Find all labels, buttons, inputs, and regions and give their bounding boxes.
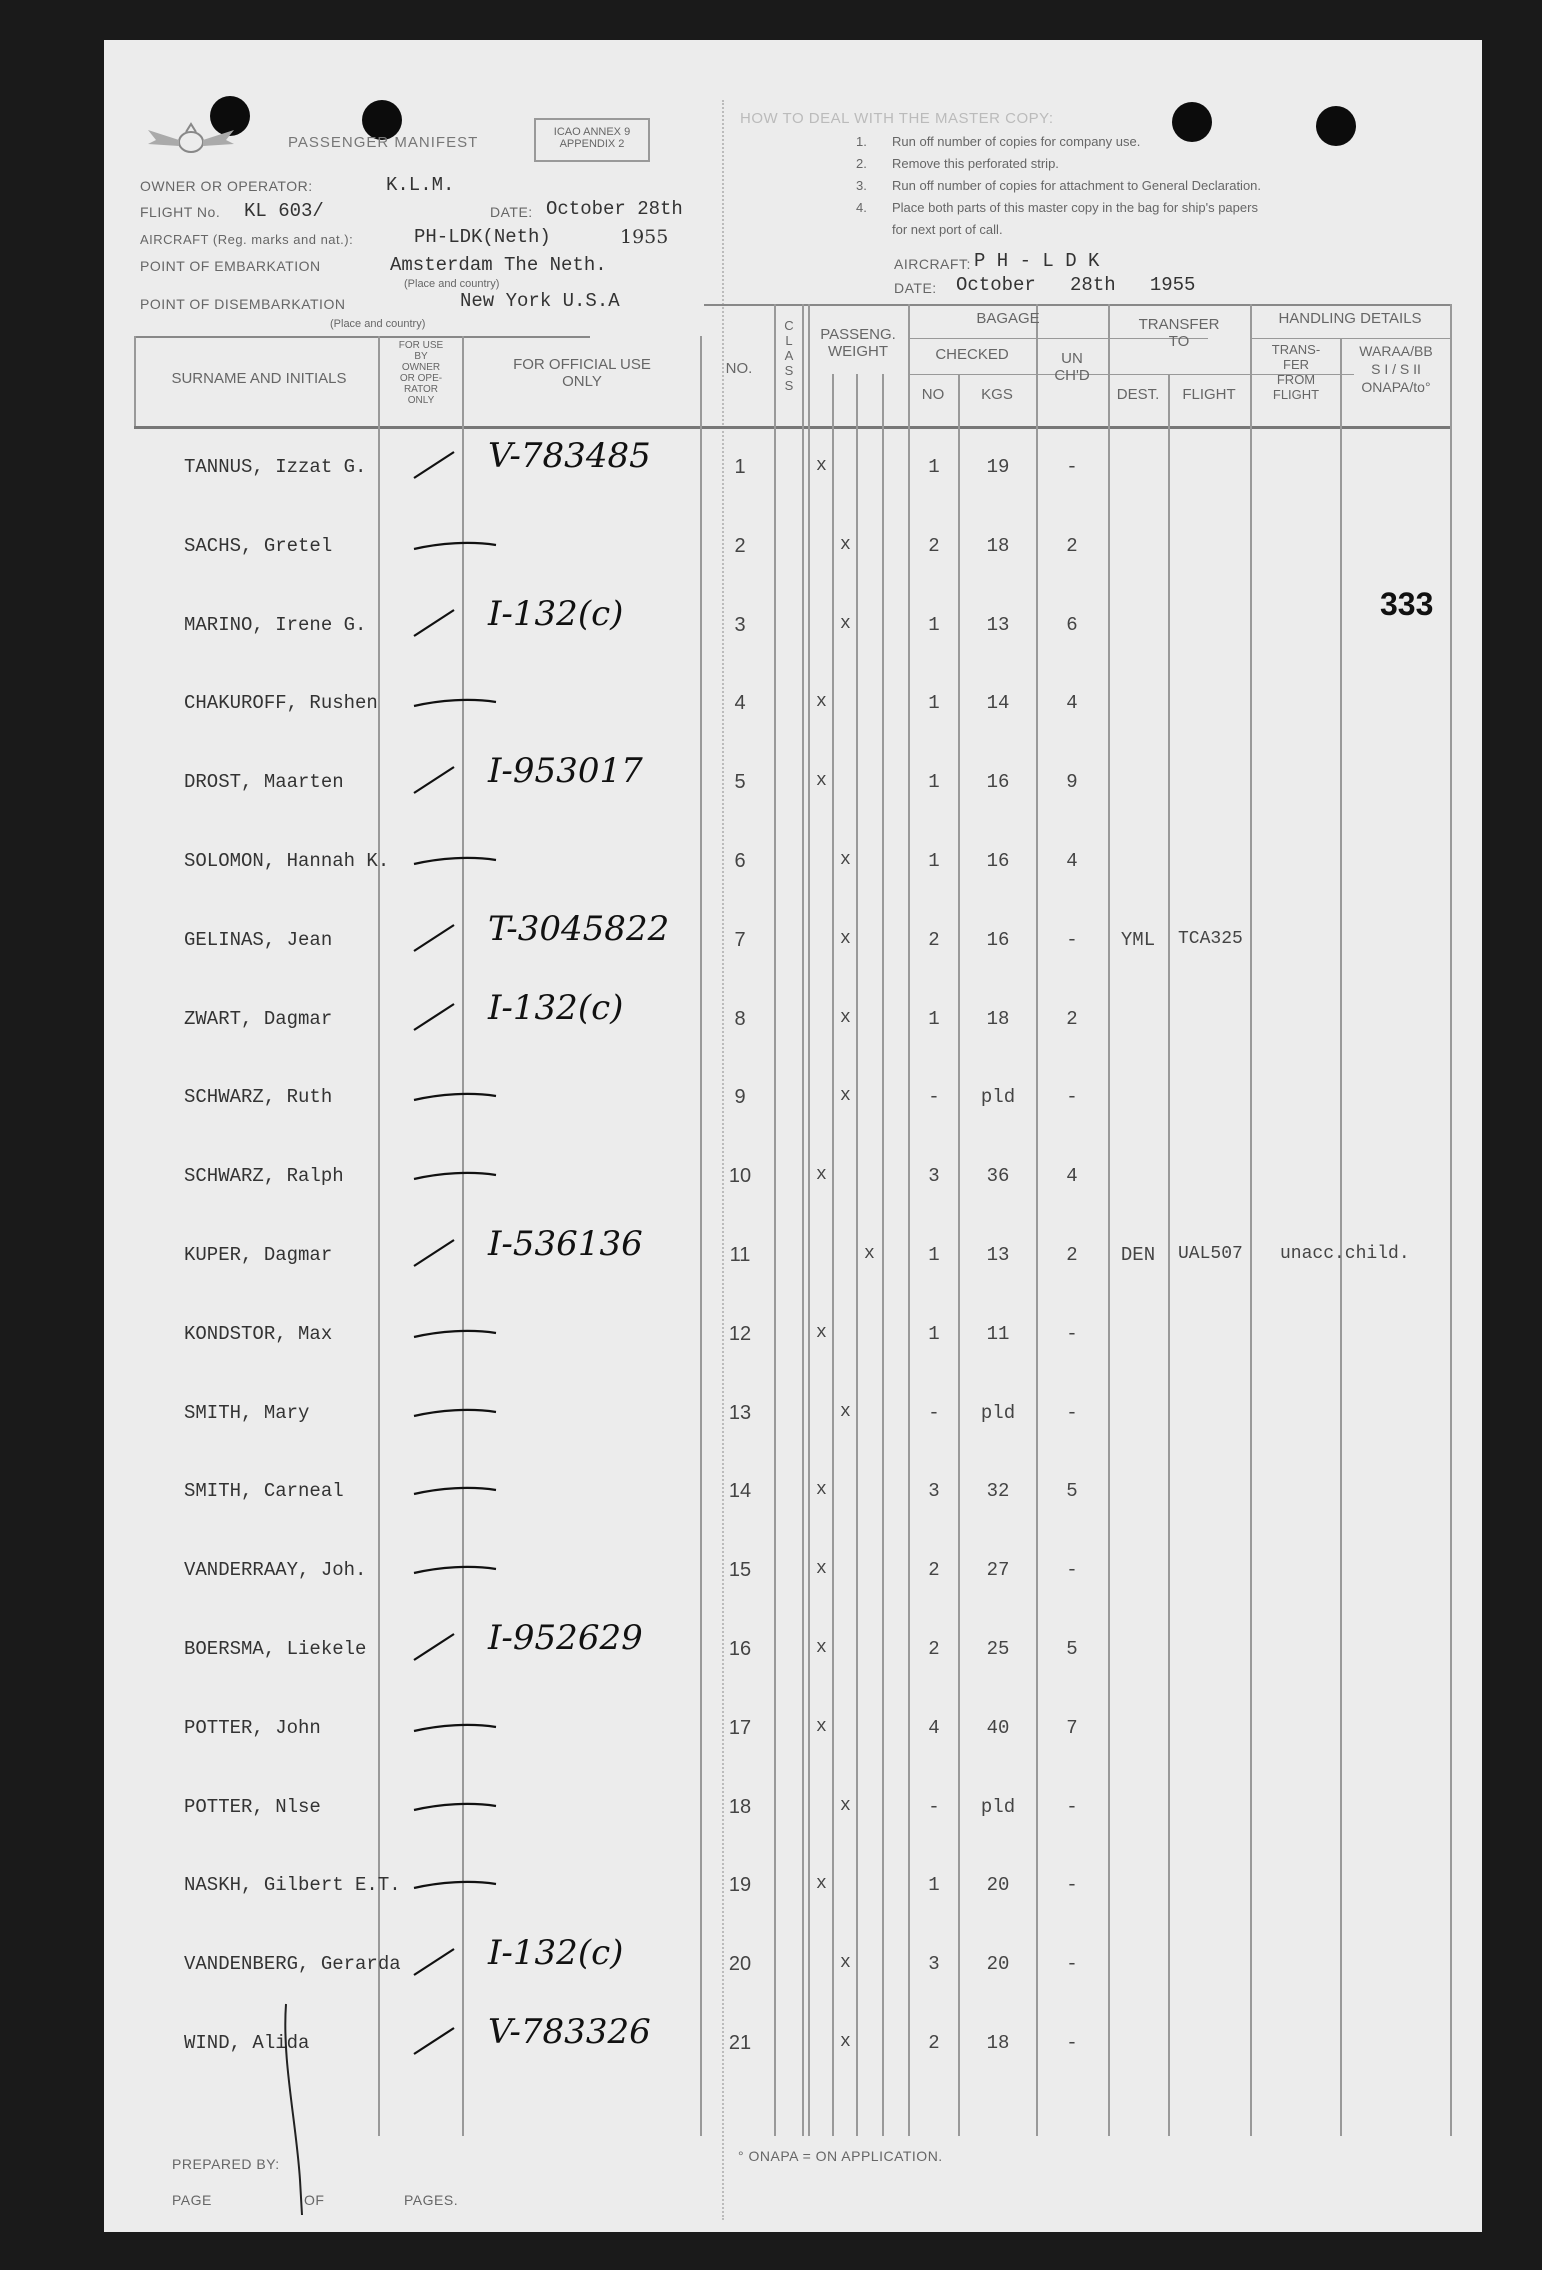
bag-count: 1 <box>928 1244 940 1266</box>
embark-label: POINT OF EMBARKATION <box>140 258 321 274</box>
class-mark: x <box>840 1795 851 1816</box>
col-flight: FLIGHT <box>1182 386 1236 403</box>
col-bagage: BAGAGE <box>976 310 1040 327</box>
unchecked-bags: 4 <box>1066 692 1078 715</box>
aircraft-label: AIRCRAFT (Reg. marks and nat.): <box>140 232 354 247</box>
pen-mark <box>410 1232 500 1272</box>
airline-logo-icon <box>146 122 236 162</box>
class-mark: x <box>840 928 851 949</box>
passenger-name: KONDSTOR, Max <box>184 1322 333 1345</box>
aircraft-value: PH-LDK(Neth) <box>414 226 551 248</box>
class-mark: x <box>816 1638 827 1658</box>
bag-count: 2 <box>928 534 940 557</box>
passenger-number: 12 <box>728 1322 752 1345</box>
bag-kgs: 20 <box>986 1874 1010 1897</box>
class-mark: x <box>816 1874 827 1895</box>
col-waraa: WARAA/BB S I / S II ONAPA/to° <box>1359 343 1433 395</box>
pen-mark <box>410 1153 500 1193</box>
passenger-name: MARINO, Irene G. <box>184 613 367 636</box>
pen-mark <box>410 1941 500 1981</box>
document-number: I-132(c) <box>488 1933 624 1974</box>
year-value: 1955 <box>620 226 669 248</box>
class-mark: x <box>816 1480 827 1501</box>
passenger-number: 8 <box>734 1007 746 1030</box>
document-number: V-783326 <box>488 2012 651 2052</box>
pen-mark <box>410 444 500 484</box>
unchecked-bags: - <box>1066 2032 1078 2054</box>
bag-kgs: 19 <box>986 456 1010 478</box>
disembark-value: New York U.S.A <box>460 290 620 312</box>
passenger-number: 11 <box>729 1244 751 1266</box>
passenger-name: WIND, Alida <box>184 2032 310 2054</box>
table-row <box>104 1929 1482 2007</box>
onapa-footnote: ° ONAPA = ON APPLICATION. <box>738 2148 943 2164</box>
class-mark: x <box>840 1401 851 1422</box>
instructions-title: HOW TO DEAL WITH THE MASTER COPY: <box>740 110 1054 127</box>
col-owner-use: FOR USE BY OWNER OR OPE- RATOR ONLY <box>398 340 444 406</box>
unchecked-bags: 2 <box>1066 1007 1078 1030</box>
bag-kgs: 40 <box>986 1716 1010 1739</box>
prepared-by-label: PREPARED BY: <box>172 2156 280 2172</box>
table-row <box>104 1378 1482 1456</box>
bag-count: 3 <box>928 1953 940 1976</box>
table-header-bottom <box>134 426 1450 429</box>
passenger-number: 14 <box>728 1480 752 1503</box>
bag-count: 1 <box>928 613 940 636</box>
unchecked-bags: - <box>1066 1559 1078 1582</box>
passenger-name: KUPER, Dagmar <box>184 1244 333 1266</box>
bag-kgs: 16 <box>986 771 1010 794</box>
class-mark: x <box>816 1165 827 1186</box>
pen-mark <box>410 1547 500 1587</box>
class-mark: x <box>864 1244 875 1264</box>
passenger-number: 4 <box>734 692 746 715</box>
unchecked-bags: 4 <box>1066 1165 1078 1188</box>
passenger-name: ZWART, Dagmar <box>184 1007 333 1030</box>
table-row <box>104 1456 1482 1534</box>
bag-kgs: 11 <box>986 1322 1010 1345</box>
manifest-title: PASSENGER MANIFEST <box>288 134 479 151</box>
bag-count: 4 <box>928 1716 940 1739</box>
class-mark: x <box>840 534 851 555</box>
punch-hole <box>1172 102 1212 142</box>
pen-mark <box>410 917 500 957</box>
class-mark: x <box>840 1953 851 1974</box>
instr-aircraft-value: P H - L D K <box>974 250 1100 272</box>
pen-mark <box>410 838 500 878</box>
col-checked: CHECKED <box>935 346 1009 363</box>
col-transfer: TRANSFER TO <box>1138 316 1220 350</box>
unchecked-bags: 4 <box>1066 850 1078 872</box>
bag-count: 2 <box>928 928 940 951</box>
table-row <box>104 747 1482 825</box>
bag-kgs: 16 <box>986 928 1010 951</box>
document-number: I-536136 <box>488 1224 643 1264</box>
unchecked-bags: - <box>1066 1953 1078 1976</box>
bag-kgs: 13 <box>986 613 1010 636</box>
passenger-number: 17 <box>728 1716 752 1739</box>
col-bag-no: NO <box>921 386 945 403</box>
pen-mark <box>410 680 500 720</box>
transfer-flight: TCA325 <box>1178 928 1243 949</box>
unchecked-bags: 6 <box>1066 613 1078 636</box>
col-surname: SURNAME AND INITIALS <box>171 370 347 387</box>
bag-count: 1 <box>928 1322 940 1345</box>
instruction-4: Place both parts of this master copy in the bag for ship's papers <box>892 200 1258 215</box>
instruction-2: Remove this perforated strip. <box>892 156 1059 171</box>
passenger-name: NASKH, Gilbert E.T. <box>184 1874 401 1897</box>
instr-date-label: DATE: <box>894 280 937 296</box>
passenger-name: POTTER, Nlse <box>184 1795 321 1818</box>
table-row <box>104 1220 1482 1298</box>
document-number: T-3045822 <box>488 908 670 949</box>
bag-kgs: 18 <box>986 534 1010 557</box>
bag-count: 3 <box>928 1165 940 1188</box>
class-mark: x <box>840 613 851 634</box>
table-row <box>104 984 1482 1062</box>
date-value: October 28th <box>546 198 683 220</box>
col-dest: DEST. <box>1116 386 1160 403</box>
place-country-note: (Place and country) <box>404 278 500 290</box>
instr-aircraft-label: AIRCRAFT: <box>894 256 971 272</box>
table-row <box>104 905 1482 983</box>
pen-mark <box>410 523 500 563</box>
bag-kgs: 14 <box>986 692 1010 715</box>
class-mark: x <box>816 692 827 713</box>
document-number: I-132(c) <box>488 987 624 1028</box>
bag-kgs: 16 <box>986 850 1010 872</box>
instruction-3-num: 3. <box>856 178 867 193</box>
pages-label: PAGES. <box>404 2192 459 2208</box>
unchecked-bags: 5 <box>1066 1480 1078 1503</box>
table-top-line <box>134 336 590 338</box>
table-row <box>104 1141 1482 1219</box>
instruction-1: Run off number of copies for company use. <box>892 134 1141 149</box>
handling-remarks: unacc.child. <box>1280 1244 1410 1264</box>
instruction-2-num: 2. <box>856 156 867 171</box>
bag-count: 1 <box>928 1007 940 1030</box>
transfer-dest: YML <box>1120 928 1156 951</box>
bag-count: 2 <box>928 2032 940 2054</box>
passenger-name: TANNUS, Izzat G. <box>184 456 367 478</box>
table-row <box>104 1614 1482 1692</box>
table-row <box>104 1772 1482 1850</box>
punch-hole <box>1316 106 1356 146</box>
col-passeng-weight: PASSENG. WEIGHT <box>820 326 896 360</box>
table-row <box>104 1535 1482 1613</box>
unchecked-bags: - <box>1066 1401 1078 1424</box>
bag-kgs: 18 <box>986 2032 1010 2054</box>
table-row <box>104 511 1482 589</box>
col-unchd: UN CH'D <box>1054 350 1090 384</box>
passenger-name: SCHWARZ, Ruth <box>184 1086 333 1109</box>
page-label: PAGE <box>172 2192 212 2208</box>
bag-kgs: pld <box>980 1795 1016 1818</box>
bag-count: 2 <box>928 1638 940 1660</box>
embark-value: Amsterdam The Neth. <box>390 254 607 276</box>
passenger-name: VANDENBERG, Gerarda <box>184 1953 401 1976</box>
pen-mark <box>410 1862 500 1902</box>
passenger-number: 7 <box>734 928 746 951</box>
passenger-number: 2 <box>734 534 746 557</box>
passenger-name: SOLOMON, Hannah K. <box>184 850 390 872</box>
instruction-4-num: 4. <box>856 200 867 215</box>
pen-mark <box>410 1311 500 1351</box>
col-bag-kgs: KGS <box>981 386 1013 403</box>
passenger-number: 16 <box>728 1638 752 1660</box>
unchecked-bags: 7 <box>1066 1716 1078 1739</box>
pen-mark <box>410 1784 500 1824</box>
pen-mark <box>410 602 500 642</box>
pen-mark <box>410 759 500 799</box>
bag-count: 1 <box>928 1874 940 1897</box>
passenger-number: 1 <box>734 456 746 478</box>
pen-mark <box>410 1074 500 1114</box>
passenger-number: 15 <box>728 1559 752 1582</box>
passenger-name: VANDERRAAY, Joh. <box>184 1559 367 1582</box>
class-mark: x <box>816 771 827 792</box>
table-row <box>104 1062 1482 1140</box>
bag-kgs: 36 <box>986 1165 1010 1188</box>
document-number: I-952629 <box>488 1618 643 1658</box>
bag-count: 2 <box>928 1559 940 1582</box>
owner-label: OWNER OR OPERATOR: <box>140 178 313 194</box>
bag-count: 1 <box>928 850 940 872</box>
handling-subline <box>1250 338 1450 339</box>
passenger-name: SMITH, Carneal <box>184 1480 344 1503</box>
passenger-name: GELINAS, Jean <box>184 928 333 951</box>
document-number: V-783485 <box>488 436 651 476</box>
bag-kgs: pld <box>980 1086 1016 1109</box>
passenger-name: BOERSMA, Liekele <box>184 1638 367 1660</box>
pen-mark <box>410 1468 500 1508</box>
passenger-name: SCHWARZ, Ralph <box>184 1165 344 1188</box>
passenger-name: SMITH, Mary <box>184 1401 310 1424</box>
bag-kgs: 18 <box>986 1007 1010 1030</box>
unchecked-bags: - <box>1066 1795 1078 1818</box>
table-top-line-right <box>704 304 1450 306</box>
bag-kgs: 20 <box>986 1953 1010 1976</box>
disembark-label: POINT OF DISEMBARKATION <box>140 296 346 312</box>
table-row <box>104 826 1482 904</box>
bag-kgs: pld <box>980 1401 1016 1424</box>
instruction-4-cont: for next port of call. <box>892 222 1003 237</box>
table-row <box>104 668 1482 746</box>
passenger-number: 20 <box>728 1953 752 1976</box>
col-transfer-from: TRANS- FER FROM FLIGHT <box>1271 342 1321 402</box>
margin-pen-mark <box>274 2000 334 2220</box>
flight-value: KL 603/ <box>244 200 324 222</box>
flight-label: FLIGHT No. <box>140 204 221 220</box>
unchecked-bags: 2 <box>1066 1244 1078 1266</box>
instr-date-value: October 28th 1955 <box>956 274 1196 296</box>
bag-count: - <box>928 1401 940 1424</box>
class-mark: x <box>816 1716 827 1737</box>
page-stamp: 333 <box>1380 586 1434 622</box>
bag-count: 1 <box>928 771 940 794</box>
passenger-number: 13 <box>728 1401 752 1424</box>
passenger-number: 19 <box>728 1874 752 1897</box>
transfer-flight: UAL507 <box>1178 1244 1243 1264</box>
instruction-1-num: 1. <box>856 134 867 149</box>
document-number: I-132(c) <box>488 593 624 634</box>
unchecked-bags: - <box>1066 928 1078 951</box>
bag-kgs: 27 <box>986 1559 1010 1582</box>
bag-count: 1 <box>928 456 940 478</box>
class-mark: x <box>816 456 827 476</box>
passenger-number: 9 <box>734 1086 746 1109</box>
col-official-use: FOR OFFICIAL USE ONLY <box>513 356 651 390</box>
unchecked-bags: 5 <box>1066 1638 1078 1660</box>
table-row <box>104 1693 1482 1771</box>
passenger-number: 5 <box>734 771 746 794</box>
class-mark: x <box>816 1322 827 1343</box>
bag-count: 3 <box>928 1480 940 1503</box>
pen-mark <box>410 996 500 1036</box>
passenger-name: CHAKUROFF, Rushen <box>184 692 378 715</box>
place-country-note: (Place and country) <box>330 318 426 330</box>
passenger-number: 18 <box>728 1795 752 1818</box>
pen-mark <box>410 1705 500 1745</box>
unchecked-bags: - <box>1066 456 1078 478</box>
document-number: I-953017 <box>488 751 643 792</box>
unchecked-bags: - <box>1066 1322 1078 1345</box>
bag-kgs: 32 <box>986 1480 1010 1503</box>
of-label: OF <box>304 2192 325 2208</box>
icao-box: ICAO ANNEX 9 APPENDIX 2 <box>534 118 650 162</box>
passenger-number: 21 <box>728 2032 752 2054</box>
bag-count: - <box>928 1795 940 1818</box>
passenger-table <box>104 432 1482 2152</box>
unchecked-bags: 2 <box>1066 534 1078 557</box>
instruction-3: Run off number of copies for attachment to General Declaration. <box>892 178 1262 193</box>
passenger-name: POTTER, John <box>184 1716 321 1739</box>
class-mark: x <box>840 1007 851 1028</box>
table-row <box>104 590 1482 668</box>
table-row <box>104 1299 1482 1377</box>
bag-count: 1 <box>928 692 940 715</box>
class-mark: x <box>840 1086 851 1107</box>
pen-mark <box>410 2020 500 2060</box>
table-row <box>104 1850 1482 1928</box>
transfer-dest: DEN <box>1120 1244 1156 1266</box>
bag-kgs: 25 <box>986 1638 1010 1660</box>
class-mark: x <box>840 850 851 870</box>
table-row <box>104 432 1482 510</box>
unchecked-bags: - <box>1066 1874 1078 1897</box>
class-mark: x <box>816 1559 827 1580</box>
passenger-name: DROST, Maarten <box>184 771 344 794</box>
passenger-name: SACHS, Gretel <box>184 534 333 557</box>
manifest-sheet <box>104 40 1482 2232</box>
unchecked-bags: - <box>1066 1086 1078 1109</box>
unchecked-bags: 9 <box>1066 771 1078 794</box>
passenger-number: 3 <box>734 613 746 636</box>
passenger-number: 10 <box>728 1165 752 1188</box>
owner-value: K.L.M. <box>386 174 455 196</box>
col-no: NO. <box>725 360 753 377</box>
date-label: DATE: <box>490 204 533 220</box>
bag-count: - <box>928 1086 940 1109</box>
col-class: C L A S S <box>784 318 794 393</box>
class-mark: x <box>840 2032 851 2052</box>
col-handling: HANDLING DETAILS <box>1278 310 1422 327</box>
passenger-number: 6 <box>734 850 746 872</box>
bag-kgs: 13 <box>986 1244 1010 1266</box>
pen-mark <box>410 1390 500 1430</box>
col-line <box>134 336 136 426</box>
pen-mark <box>410 1626 500 1666</box>
